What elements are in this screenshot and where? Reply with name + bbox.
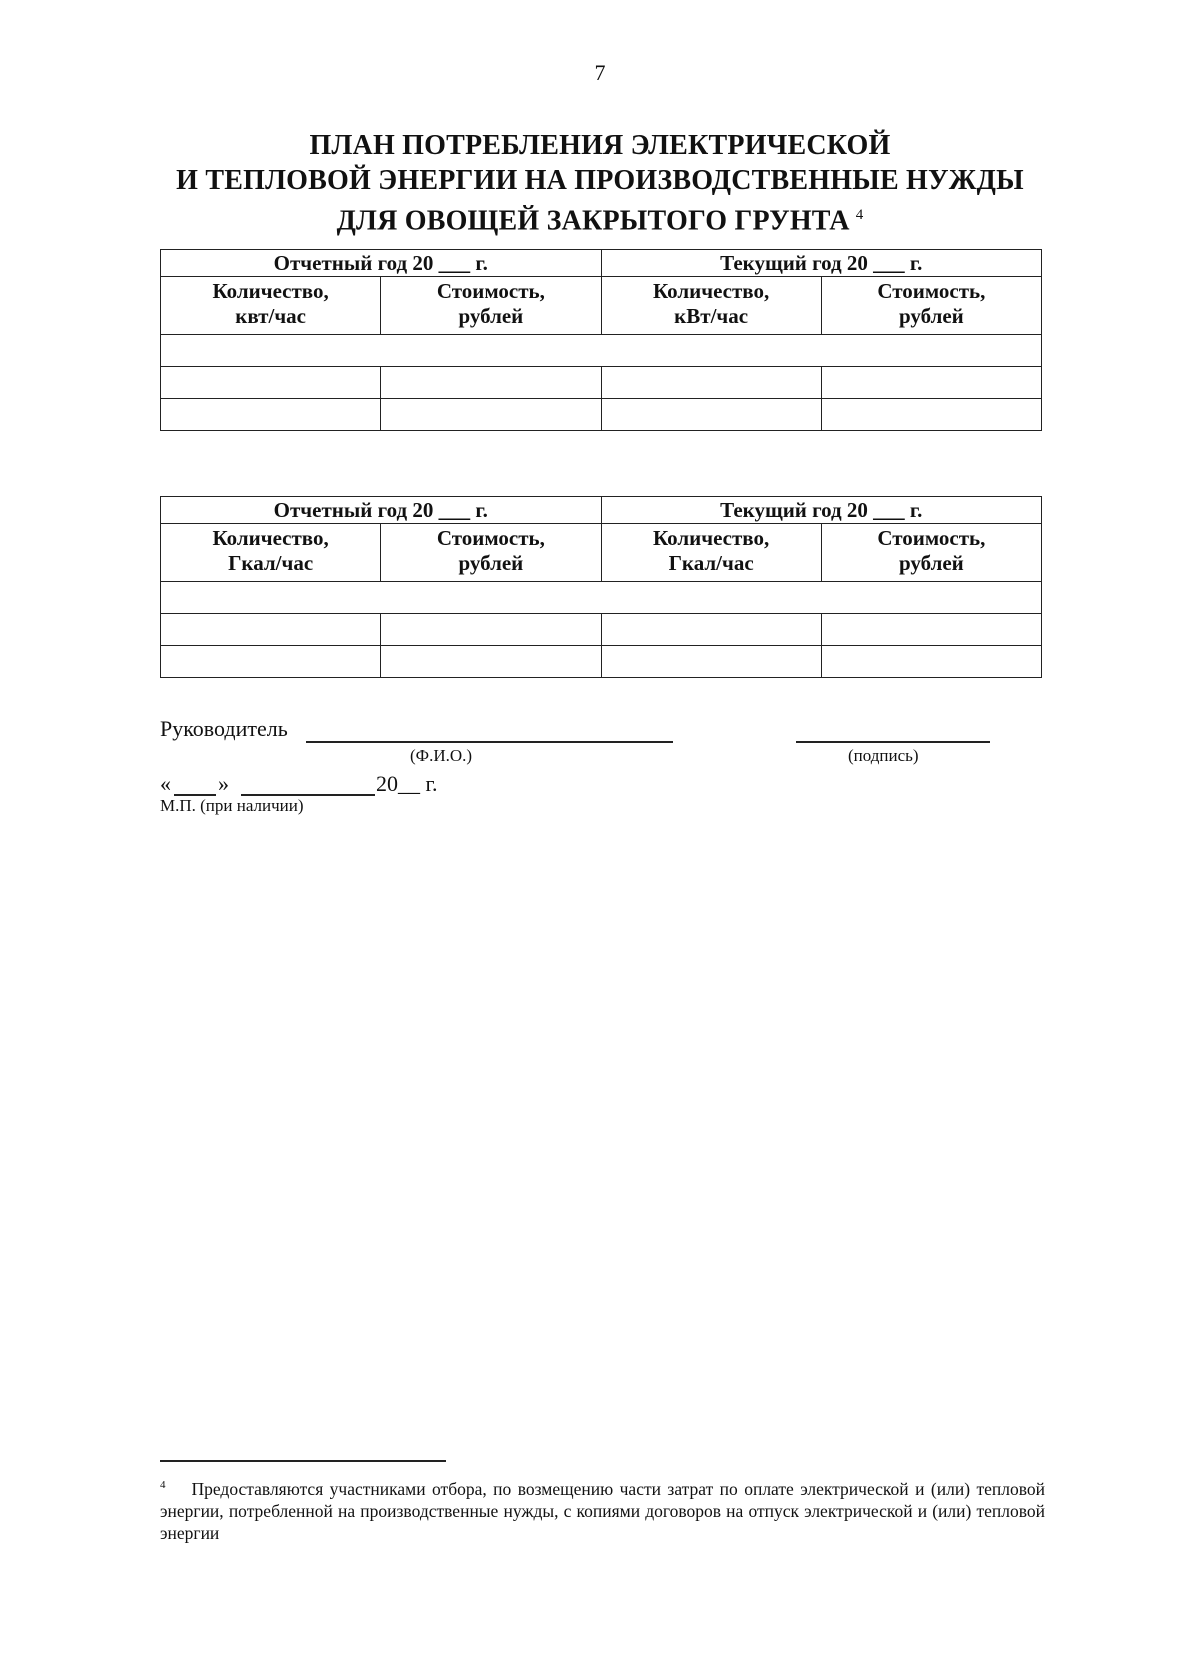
current-year-header: Текущий год 20 ___ г.: [601, 497, 1042, 524]
header-unit: рублей: [458, 304, 524, 328]
header-unit: квт/час: [235, 304, 306, 328]
header-text: Количество,: [212, 279, 329, 303]
table-cell: [161, 582, 1042, 614]
table-cell: [381, 614, 601, 646]
header-text: Стоимость,: [436, 279, 545, 303]
electric-energy-table: [160, 249, 1042, 431]
table-header-row: [161, 277, 1042, 335]
date-open-quote: «: [160, 771, 171, 796]
table-cell: [821, 614, 1041, 646]
table-cell: [381, 646, 601, 678]
table-row: [161, 399, 1042, 431]
column-header-quantity: [161, 524, 381, 582]
footnote: [160, 1474, 1045, 1544]
header-unit: Гкал/час: [228, 551, 314, 575]
table-cell: [381, 367, 601, 399]
header-text: Количество,: [652, 279, 770, 303]
reporting-year-header: Отчетный год 20 ___ г.: [161, 250, 602, 277]
footnote-text: Предоставляются участниками отбора, по возмещению части затрат по оплате электрической и (или) тепловой энергии, потребленной на производственные нужды, с копиями договоров на отпуск электрической и (или) тепловой энергии: [160, 1478, 1045, 1543]
column-header-quantity: [601, 524, 821, 582]
table-row: [161, 335, 1042, 367]
column-header-cost: [381, 524, 601, 582]
header-text: Стоимость,: [877, 526, 986, 550]
column-header-cost: [821, 524, 1041, 582]
table-cell: [161, 367, 381, 399]
title-line-3-text: ДЛЯ ОВОЩЕЙ ЗАКРЫТОГО ГРУНТА: [336, 205, 850, 237]
table-cell: [161, 335, 1042, 367]
current-year-header: Текущий год 20 ___ г.: [601, 250, 1042, 277]
heat-energy-table: [160, 496, 1042, 678]
table-row: [161, 367, 1042, 399]
date-close-quote: »: [218, 771, 229, 796]
title-line-3: [0, 198, 1200, 238]
table-year-row: [161, 250, 1042, 277]
footnote-divider: [160, 1460, 446, 1462]
date-year: 20__ г.: [376, 771, 438, 796]
header-unit: рублей: [898, 551, 964, 575]
title-line-1: ПЛАН ПОТРЕБЛЕНИЯ ЭЛЕКТРИЧЕСКОЙ: [309, 130, 891, 161]
header-text: Количество,: [652, 526, 770, 550]
table-row: [161, 646, 1042, 678]
column-header-quantity: [601, 277, 821, 335]
table-cell: [821, 399, 1041, 431]
title-line-2: И ТЕПЛОВОЙ ЭНЕРГИИ НА ПРОИЗВОДСТВЕННЫЕ НУЖДЫ: [176, 165, 1024, 196]
fio-caption: (Ф.И.О.): [410, 746, 473, 765]
table-cell: [821, 367, 1041, 399]
column-header-quantity: [161, 277, 381, 335]
header-text: Стоимость,: [436, 526, 545, 550]
header-unit: Гкал/час: [668, 551, 754, 575]
page-number: 7: [594, 60, 606, 85]
table-cell: [601, 614, 821, 646]
fio-line: [306, 741, 673, 743]
table-header-row: [161, 524, 1042, 582]
header-unit: рублей: [458, 551, 524, 575]
head-label: Руководитель: [160, 716, 288, 741]
reporting-year-header: Отчетный год 20 ___ г.: [161, 497, 602, 524]
table-cell: [161, 614, 381, 646]
signature-line: [796, 741, 990, 743]
table-cell: [161, 399, 381, 431]
header-unit: кВт/час: [674, 304, 749, 328]
table-cell: [601, 367, 821, 399]
header-unit: рублей: [898, 304, 964, 328]
header-text: Стоимость,: [877, 279, 986, 303]
column-header-cost: [821, 277, 1041, 335]
stamp-label: М.П. (при наличии): [160, 796, 304, 815]
table-cell: [601, 646, 821, 678]
table-cell: [161, 646, 381, 678]
table-cell: [601, 399, 821, 431]
table-row: [161, 614, 1042, 646]
header-text: Количество,: [212, 526, 329, 550]
document-title: [0, 128, 1200, 238]
table-cell: [381, 399, 601, 431]
signature-caption: (подпись): [848, 746, 919, 765]
title-footnote-mark: 4: [855, 207, 864, 223]
column-header-cost: [381, 277, 601, 335]
table-year-row: [161, 497, 1042, 524]
table-row: [161, 582, 1042, 614]
table-cell: [821, 646, 1041, 678]
footnote-mark: 4: [160, 1479, 166, 1491]
